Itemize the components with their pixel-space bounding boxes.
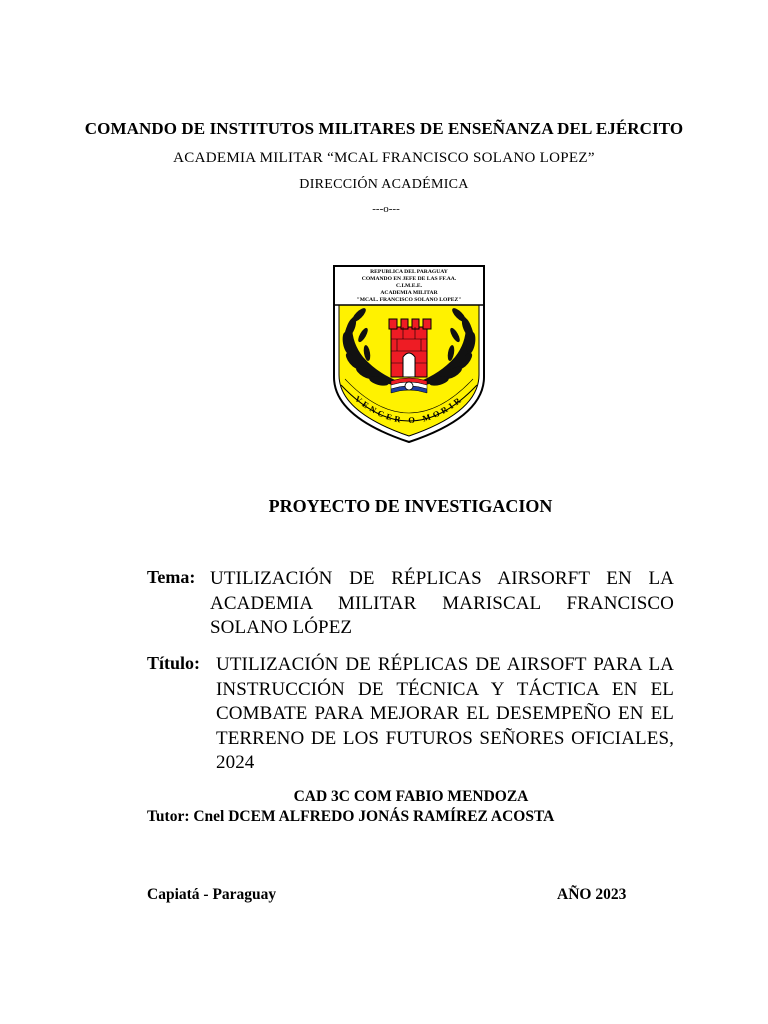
titulo-text: UTILIZACIÓN DE RÉPLICAS DE AIRSOFT PARA LA INSTRUCCIÓN DE TÉCNICA Y TÁCTICA EN EL COMBATE PARA MEJORAR EL DESEMPEÑO EN EL TERRENO DE LOS FUTUROS SEÑORES OFICIALES, 2024 — [216, 654, 674, 773]
titulo-label: Título: — [147, 653, 201, 673]
crest-text-line-1: REPUBLICA DEL PARAGUAY — [370, 269, 448, 275]
crest-text-line-2: COMANDO EN JEFE DE LAS FF.AA. — [361, 276, 457, 282]
header-separator: ---o--- — [372, 203, 400, 215]
institution-name: COMANDO DE INSTITUTOS MILITARES DE ENSEÑANZA DEL EJÉRCITO — [84, 119, 684, 138]
tema-label: Tema: — [147, 567, 196, 587]
year-label: AÑO 2023 — [557, 886, 627, 903]
crest-text-line-3: C.I.M.E.E. — [396, 283, 422, 289]
academy-name: ACADEMIA MILITAR “MCAL FRANCISCO SOLANO LOPEZ” — [173, 150, 595, 166]
project-title: PROYECTO DE INVESTIGACION — [268, 496, 553, 516]
crest-text-line-4: ACADEMIA MILITAR — [380, 290, 438, 296]
academy-crest-logo — [333, 265, 485, 443]
place-label: Capiatá - Paraguay — [147, 886, 277, 903]
crest-motto: VENCER O MORIR — [352, 393, 466, 426]
department-name: DIRECCIÓN ACADÉMICA — [299, 177, 469, 192]
tower-icon — [389, 319, 431, 377]
tema-text: UTILIZACIÓN DE RÉPLICAS AIRSORFT EN LA ACADEMIA MILITAR MARISCAL FRANCISCO SOLANO LÓPEZ — [210, 568, 674, 638]
author-name: CAD 3C COM FABIO MENDOZA — [293, 788, 529, 805]
tutor-name: Tutor: Cnel DCEM ALFREDO JONÁS RAMÍREZ ACOSTA — [147, 808, 555, 825]
crest-text-line-5: "MCAL. FRANCISCO SOLANO LOPEZ" — [356, 297, 462, 303]
